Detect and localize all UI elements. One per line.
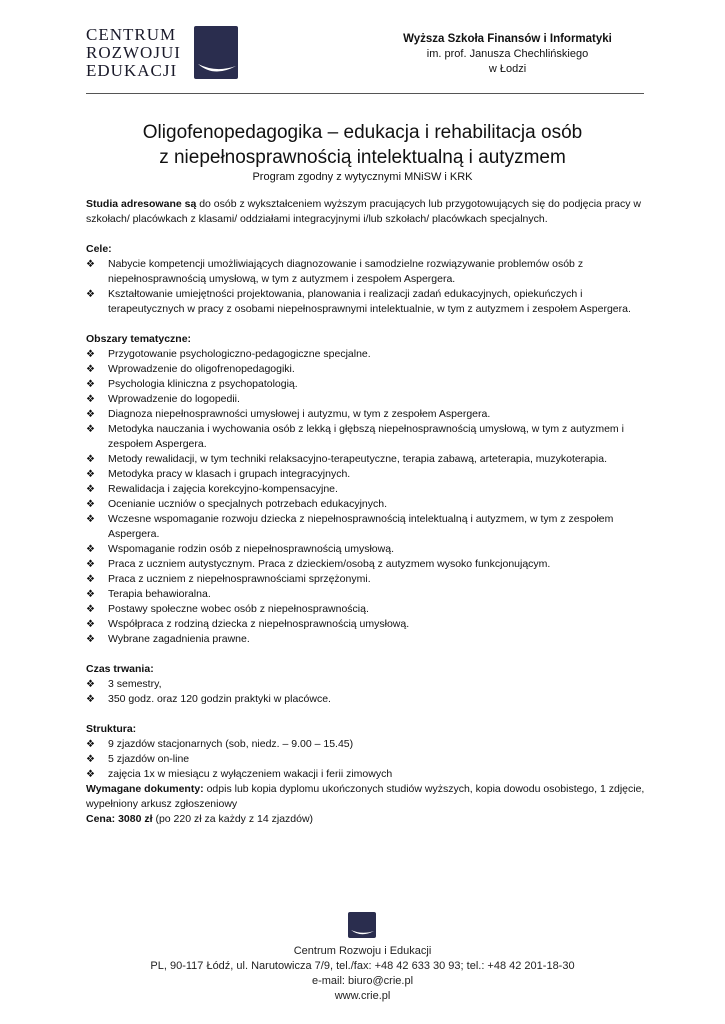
university-block — [400, 32, 615, 77]
footer-logo-icon — [348, 912, 376, 938]
documents-text: odpis lub kopia dyplomu ukończonych studiów wyższych, kopia dowodu osobistego, 1 zdjęcie, wypełniony arkusz zgłoszeniowy — [86, 783, 645, 810]
list-item: ❖ 350 godz. oraz 120 godzin praktyki w placówce. — [86, 692, 646, 707]
list-item: ❖ 5 zjazdów on-line — [86, 752, 646, 767]
page-subtitle: Program zgodny z wytycznymi MNiSW i KRK — [252, 171, 473, 183]
intro-text: do osób z wykształceniem wyższym pracujących lub przygotowujących się do podjęcia pracy w szkołach/ placówkach z klasami/ oddziałami integracyjnymi i/lub szkołach/ placówkach specjalnych. — [86, 198, 641, 225]
list-item: ❖ Praca z uczniem z niepełnosprawnościami sprzężonymi. — [86, 572, 646, 587]
footer-website[interactable]: www.crie.pl — [334, 990, 391, 1002]
footer — [60, 944, 665, 1004]
list-item: ❖ Przygotowanie psychologiczno-pedagogiczne specjalne. — [86, 347, 646, 362]
header-divider — [86, 93, 644, 94]
structure-section — [86, 722, 646, 782]
intro-lead: Studia adresowane są — [86, 198, 197, 210]
goals-heading: Cele: — [86, 243, 112, 255]
list-item: ❖ Kształtowanie umiejętności projektowania, planowania i realizacji zadań edukacyjnych, opiekuńczych i terapeutycznych w pracy z osobami niepełnosprawnymi intelektualnie, w tym z autyzmem i zespołem Aspergera. — [86, 287, 646, 317]
list-item: ❖ Rewalidacja i zajęcia korekcyjno-kompensacyjne. — [86, 482, 646, 497]
logo-line-1: CENTRUM — [86, 25, 177, 44]
list-item: ❖ Wybrane zagadnienia prawne. — [86, 632, 646, 647]
footer-email[interactable]: e-mail: biuro@crie.pl — [311, 975, 414, 987]
list-item: ❖ Terapia behawioralna. — [86, 587, 646, 602]
list-item: ❖ Postawy społeczne wobec osób z niepełnosprawnością. — [86, 602, 646, 617]
list-item: ❖ Metodyka nauczania i wychowania osób z lekką i głębszą niepełnosprawnością umysłową, w tym z autyzmem i zespołem Aspergera. — [86, 422, 646, 452]
price-lead: Cena: 3080 zł — [86, 813, 153, 825]
footer-address: PL, 90-117 Łódź, ul. Narutowicza 7/9, tel./fax: +48 42 633 30 93; tel.: +48 42 201-18-30 — [150, 960, 575, 972]
topics-heading: Obszary tematyczne: — [86, 333, 192, 345]
list-item: ❖ Metody rewalidacji, w tym techniki relaksacyjno-terapeutyczne, terapia zabawą, arteterapia, muzykoterapia. — [86, 452, 646, 467]
list-item: ❖ Metodyka pracy w klasach i grupach integracyjnych. — [86, 467, 646, 482]
logo-line-2: ROZWOJUI — [86, 43, 181, 62]
list-item: ❖ Wspomaganie rodzin osób z niepełnosprawnością umysłową. — [86, 542, 646, 557]
duration-list — [86, 677, 646, 707]
topics-list — [86, 347, 646, 647]
price-paragraph — [86, 812, 646, 827]
list-item: ❖ Wczesne wspomaganie rozwoju dziecka z niepełnosprawnością intelektualną i autyzmem, w tym z zespołem Aspergera. — [86, 512, 646, 542]
list-item: ❖ Psychologia kliniczna z psychopatologią. — [86, 377, 646, 392]
price-text: (po 220 zł za każdy z 14 zjazdów) — [152, 813, 314, 825]
structure-heading: Struktura: — [86, 723, 137, 735]
university-name: Wyższa Szkoła Finansów i Informatyki — [403, 33, 612, 45]
duration-heading: Czas trwania: — [86, 663, 154, 675]
documents-paragraph — [86, 782, 646, 812]
list-item: ❖ Wprowadzenie do logopedii. — [86, 392, 646, 407]
logo-emblem-icon — [194, 26, 238, 79]
list-item: ❖ Wprowadzenie do oligofrenopedagogiki. — [86, 362, 646, 377]
list-item: ❖ Praca z uczniem autystycznym. Praca z dzieckiem/osobą z autyzmem wysoko funkcjonującym. — [86, 557, 646, 572]
list-item: ❖ Ocenianie uczniów o specjalnych potrzebach edukacyjnych. — [86, 497, 646, 512]
page-title — [60, 120, 665, 170]
document-body — [86, 197, 646, 827]
title-line-1: Oligofenopedagogika – edukacja i rehabilitacja osób — [142, 122, 583, 143]
university-patron: im. prof. Janusza Chechlińskiego — [426, 48, 589, 60]
topics-section — [86, 332, 646, 647]
goals-section — [86, 242, 646, 317]
intro-paragraph — [86, 197, 646, 227]
structure-list — [86, 737, 646, 782]
list-item: ❖ Współpraca z rodziną dziecka z niepełnosprawnością umysłową. — [86, 617, 646, 632]
logo-wordmark — [86, 26, 186, 80]
university-city: w Łodzi — [488, 63, 527, 75]
documents-lead: Wymagane dokumenty: — [86, 783, 204, 795]
footer-name: Centrum Rozwoju i Edukacji — [293, 945, 432, 957]
title-line-2: z niepełnosprawnością intelektualną i autyzmem — [159, 147, 566, 168]
duration-section — [86, 662, 646, 707]
logo-line-3: EDUKACJI — [86, 61, 178, 80]
list-item: ❖ 3 semestry, — [86, 677, 646, 692]
list-item: ❖ zajęcia 1x w miesiącu z wyłączeniem wakacji i ferii zimowych — [86, 767, 646, 782]
list-item: ❖ Diagnoza niepełnosprawności umysłowej i autyzmu, w tym z zespołem Aspergera. — [86, 407, 646, 422]
list-item: ❖ Nabycie kompetencji umożliwiających diagnozowanie i samodzielne rozwiązywanie problemów osób z niepełnosprawnością umysłową, w tym z autyzmem i zespołem Aspergera. — [86, 257, 646, 287]
goals-list — [86, 257, 646, 317]
list-item: ❖ 9 zjazdów stacjonarnych (sob, niedz. – 9.00 – 15.45) — [86, 737, 646, 752]
